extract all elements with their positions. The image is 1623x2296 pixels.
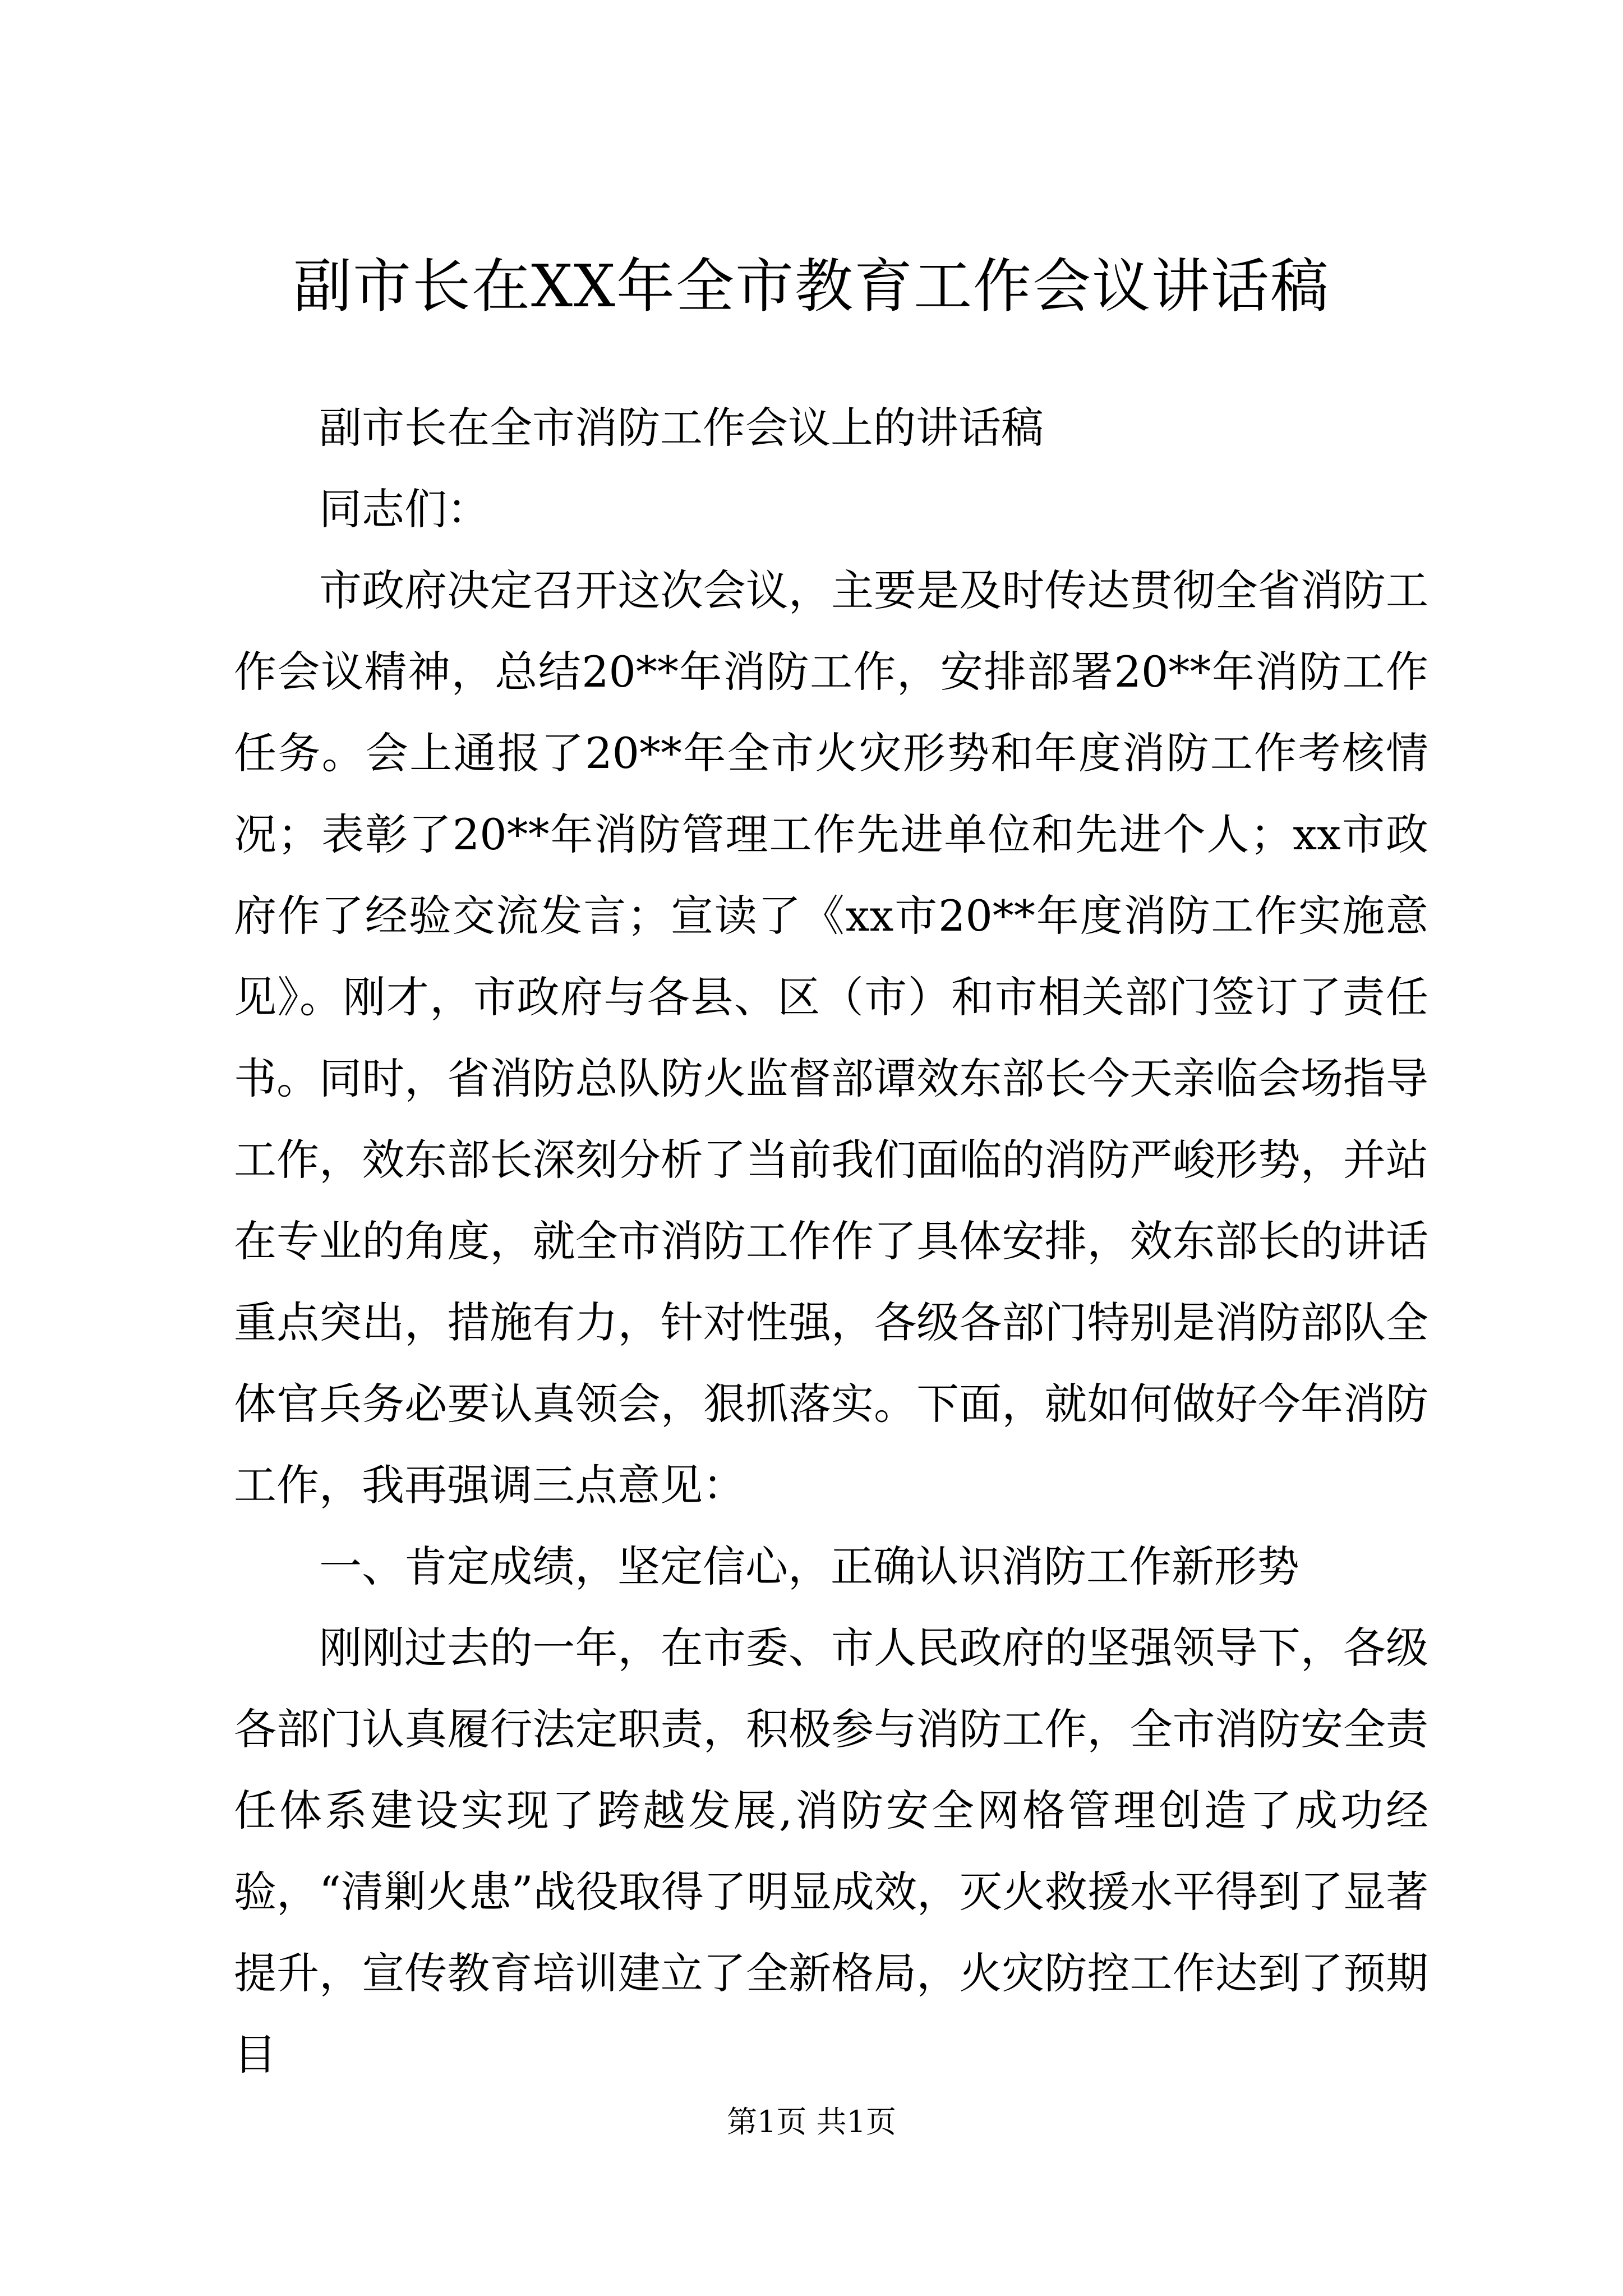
page-footer: 第1页 共1页 [727,2104,896,2139]
section-heading-paragraph: 一、肯定成绩，坚定信心，正确认识消防工作新形势 [319,1542,1299,1591]
body-paragraph: 刚刚过去的一年，在市委、市人民政府的坚强领导下，各级各部门认真履行法定职责，积极参与消防工作，全市消防安全责任体系建设实现了跨越发展,消防安全网格管理创造了成功经验，“清剿火患”战役取得了明显成效，灭火救援水平得到了显著提升，宣传教育培训建立了全新格局，火灾防控工作达到了预期目 [234,1623,1428,2079]
salutation-paragraph: 同志们： [319,484,490,534]
subtitle-paragraph: 副市长在全市消防工作会议上的讲话稿 [319,403,1044,453]
document-title: 副市长在XX年全市教育工作会议讲话稿 [293,252,1330,320]
intro-paragraph: 市政府决定召开这次会议，主要是及时传达贯彻全省消防工作会议精神，总结20**年消防工作，安排部署20**年消防工作任务。会上通报了20**年全市火灾形势和年度消防工作考核情况；表彰了20**年消防管理工作先进单位和先进个人；xx市政府作了经验交流发言；宣读了《xx市20**年度消防工作实施意见》。刚才，市政府与各县、区（市）和市相关部门签订了责任书。同时，省消防总队防火监督部谭效东部长今天亲临会场指导工作，效东部长深刻分析了当前我们面临的消防严峻形势，并站在专业的角度，就全市消防工作作了具体安排，效东部长的讲话重点突出，措施有力，针对性强，各级各部门特别是消防部队全体官兵务必要认真领会，狠抓落实。下面，就如何做好今年消防工作，我再强调三点意见： [234,565,1428,1510]
document-body [234,387,1428,2095]
